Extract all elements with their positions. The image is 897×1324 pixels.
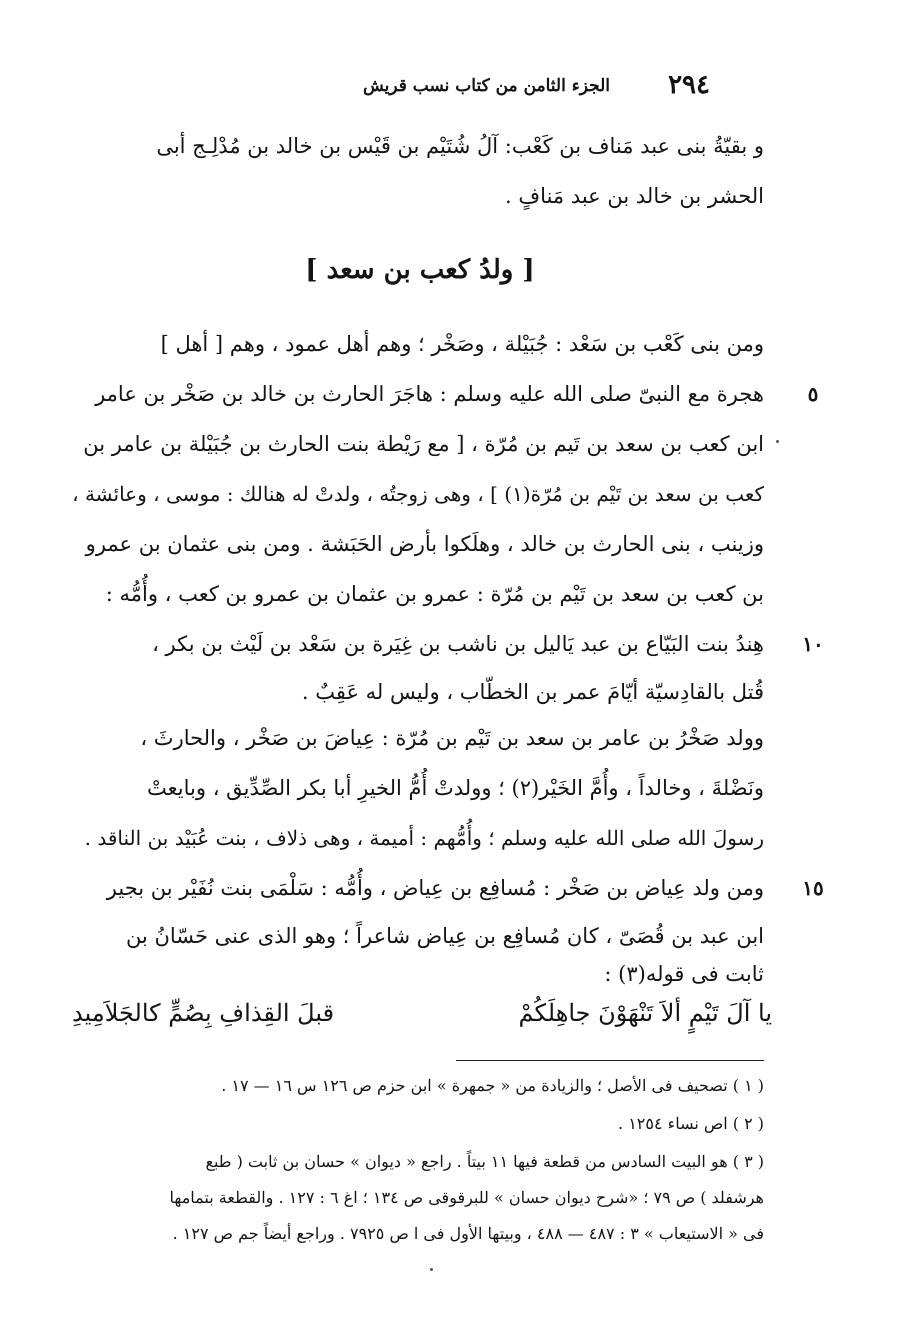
line-number: ١٥ [802,876,824,900]
text-line: كعب بن سعد بن تَيْم بن مُرّة(١) ] ، وهى زوجتُه ، ولدتْ له هنالك : موسى ، وعائشة ، [72,482,764,506]
text-line: رسولَ الله صلى الله عليه وسلم ؛ وأُمُّهم : أميمة ، وهى ذلاف ، بنت عُبَيْد بن الناقد . [84,826,764,850]
text-line: بن كعب بن سعد بن تَيْم بن مُرّة : عمرو بن عثمان بن عمرو بن كعب ، وأُمُّه : [105,582,764,606]
print-speck [430,1268,433,1271]
text-line: هجرة مع النبىّ صلى الله عليه وسلم : هاجَرَ الحارث بن خالد بن صَخْر بن عامر [95,382,764,406]
text-line: هِندُ بنت البَيّاع بن عبد يَاليل بن ناشب بن غِيَرة بن سَعْد بن لَيْث بن بكر ، [152,632,764,656]
text-line: وزينب ، بنى الحارث بن خالد ، وهلَكوا بأرض الحَبَشة . ومن بنى عثمان بن عمرو [85,532,764,556]
text-line: قُتل بالقادِسيّة أيّامَ عمر بن الخطّاب ، وليس له عَقِبٌ . [301,680,764,704]
text-line: ونَضْلةَ ، وخالداً ، وأُمَّ الخَيْر(٢) ؛ وولدتْ أُمُّ الخيرِ أبا بكر الصِّدِّيق ، وبايعتْ [147,776,764,800]
text-line: ابن كعب بن سعد بن تَيم بن مُرّة ، [ مع رَيْطة بنت الحارث بن جُبَيْلة بن عامر بن [83,432,764,456]
verse-second-hemistich: قبلَ القِذافِ بِصُمٍّ كالجَلاَمِيدِ [72,999,335,1027]
page-number: ٢٩٤ [668,70,710,100]
print-speck [776,440,779,443]
running-title: الجزء الثامن من كتاب نسب قريش [362,76,610,96]
verse-first-hemistich: يا آلَ تَيْمٍ ألاَ تَنْهَوْنَ جاهِلَكُمْ [518,999,772,1027]
page-header [290,70,710,104]
text-line: ابن عبد بن قُصَىّ ، كان مُسافِع بن عِياض شاعراً ؛ وهو الذى عنى حَسّانُ بن [125,924,764,948]
text-line: و بقيّةُ بنى عبد مَناف بن كَعْب: آلُ شُتَيْم بن قَيْس بن خالد بن مُدْلِـج أبى [156,134,764,158]
text-line: وولد صَخْرُ بن عامر بن سعد بن تَيْم بن مُرّة : عِياضَ بن صَخْر ، والحارثَ ، [140,726,764,750]
text-line: ومن ولد عِياض بن صَخْر : مُسافِع بن عِياض ، وأُمُّه : سَلْمَى بنت نُفَيْر بن بجير [106,876,764,900]
footnote-2: ( ٢ ) اص نساء ١٢٥٤ . [618,1114,764,1133]
line-number: ١٠ [802,632,824,656]
footnote-separator [456,1060,764,1061]
text-line: الحشر بن خالد بن عبد مَنافٍ . [505,184,764,208]
footnote-1: ( ١ ) تصحيف فى الأصل ؛ والزيادة من « جمهرة » ابن حزم ص ١٢٦ س ١٦ — ١٧ . [221,1076,764,1095]
section-heading: [ ولدُ كعب بن سعد ] [305,255,535,285]
footnote-3-continued: فى « الاستيعاب » ٣ : ٤٨٧ — ٤٨٨ ، وبيتها الأول فى ا ص ٧٩٢٥ . وراجع أيضاً جم ص ١٢٧ . [172,1224,764,1243]
line-number: ٥ [807,382,819,406]
poetry-verse [72,992,772,1036]
text-line: ثابت فى قوله(٣) : [604,962,764,986]
text-line: ومن بنى كَعْب بن سَعْد : جُبَيْلة ، وصَخْر ؛ وهم أهل عمود ، وهم [ أهل ] [160,332,764,356]
footnote-3: ( ٣ ) هو البيت السادس من قطعة فيها ١١ بيتاً . راجع « ديوان » حسان بن ثابت ( طبع [205,1152,764,1171]
footnote-3-continued: هرشفلد ) ص ٧٩ ؛ «شرح ديوان حسان » للبرقوقى ص ١٣٤ ؛ اغ ٦ : ١٢٧ . والقطعة بتمامها [169,1188,764,1207]
